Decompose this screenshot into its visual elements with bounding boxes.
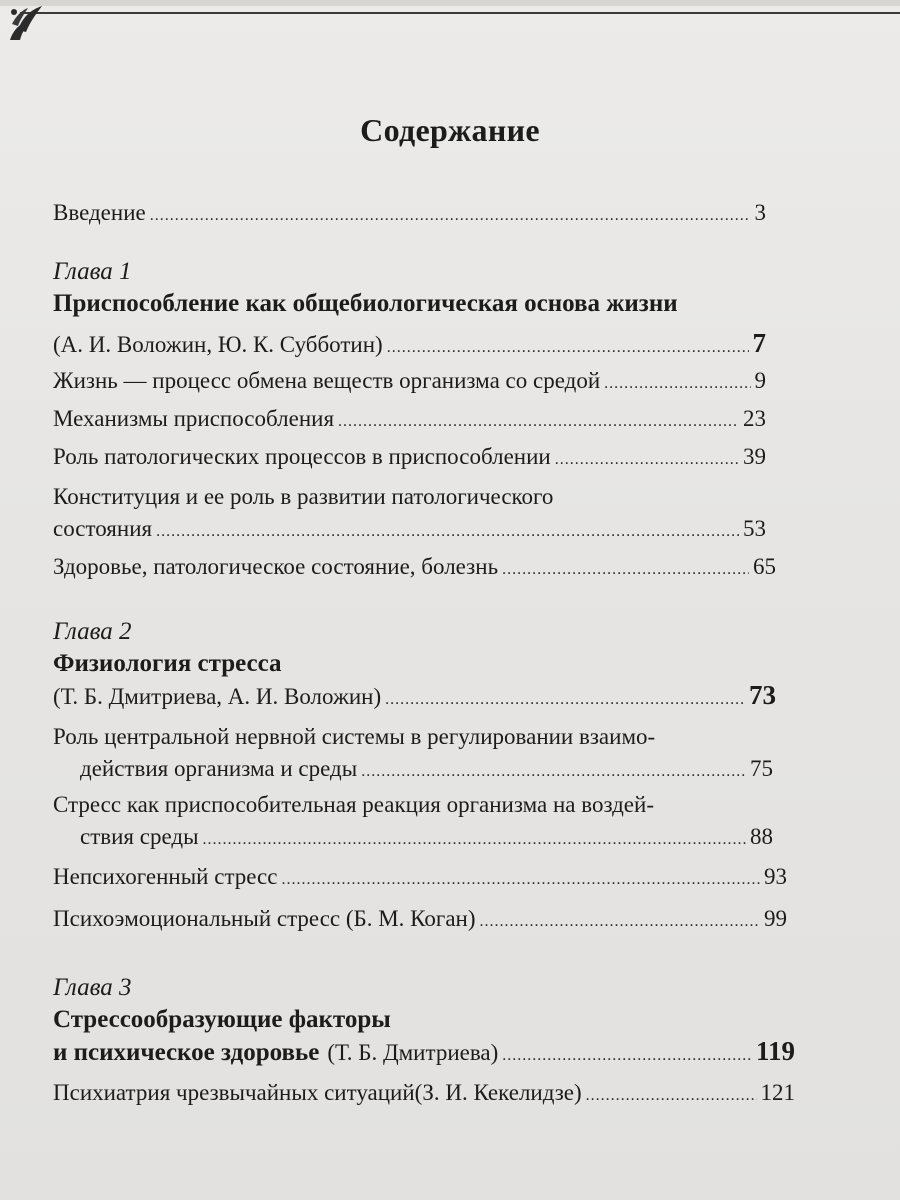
toc-page-number: 121 bbox=[760, 1080, 795, 1105]
leader-dots bbox=[281, 871, 760, 889]
leader-dots bbox=[387, 339, 749, 357]
leader-dots bbox=[385, 691, 745, 709]
chapter-heading: Глава 1 bbox=[53, 258, 132, 285]
toc-entry-label: Стресс как приспособительная реакция организма на воздей- bbox=[53, 792, 654, 817]
toc-entry bbox=[53, 554, 776, 580]
toc-entry-label: действия организма и среды bbox=[80, 756, 358, 781]
chapter-title-line bbox=[53, 1036, 795, 1067]
toc-entry bbox=[53, 406, 766, 432]
page-title: Содержание bbox=[360, 112, 540, 148]
header-rule bbox=[20, 12, 900, 14]
toc-entry bbox=[53, 444, 766, 470]
leader-dots bbox=[502, 561, 749, 579]
chapter-title: Физиология стресса bbox=[53, 650, 282, 677]
toc-entry-label: Психиатрия чрезвычайных ситуаций(З. И. Кекелидзе) bbox=[53, 1080, 582, 1105]
toc-entry-label: Роль патологических процессов в приспособлении bbox=[53, 444, 551, 469]
toc-page-number: 75 bbox=[750, 756, 773, 781]
toc-page-number: 39 bbox=[743, 444, 766, 469]
toc-entry-label: Механизмы приспособления bbox=[53, 406, 335, 431]
leader-dots bbox=[156, 523, 739, 541]
chapter-heading: Глава 3 bbox=[53, 974, 132, 1001]
toc-entry-label: ствия среды bbox=[80, 824, 199, 849]
page-top-edge bbox=[0, 0, 900, 6]
toc-page-number: 3 bbox=[754, 200, 766, 225]
toc-entry-label: Непсихогенный стресс bbox=[53, 864, 278, 889]
toc-entry-label: Конституция и ее роль в развитии патологического bbox=[53, 484, 554, 509]
toc-entry-label: Здоровье, патологическое состояние, болезнь bbox=[53, 554, 499, 579]
toc-entry-label: Введение bbox=[53, 200, 146, 225]
toc-entry bbox=[80, 756, 773, 782]
chapter-authors-line bbox=[53, 680, 776, 711]
toc-page-number: 93 bbox=[764, 864, 787, 889]
chapter-authors-line bbox=[53, 328, 766, 359]
leader-dots bbox=[502, 1047, 752, 1065]
leader-dots bbox=[361, 763, 746, 781]
leader-dots bbox=[480, 913, 761, 931]
chapter-page-number: 7 bbox=[752, 328, 766, 358]
leader-dots bbox=[586, 1087, 757, 1105]
chapter-title-cont: и психическое здоровье bbox=[53, 1039, 320, 1066]
toc-page-number: 9 bbox=[754, 368, 766, 393]
chapter-page-number: 73 bbox=[749, 680, 776, 710]
leader-dots bbox=[203, 831, 746, 849]
chapter-title: Приспособление как общебиологическая основа жизни bbox=[53, 290, 678, 317]
toc-entry bbox=[53, 906, 787, 932]
chapter-page-number: 119 bbox=[755, 1036, 795, 1066]
toc-entry-intro bbox=[53, 200, 766, 226]
toc-entry bbox=[53, 1080, 795, 1106]
toc-entry-label: Психоэмоциональный стресс (Б. М. Коган) bbox=[53, 906, 476, 931]
toc-entry-label: состояния bbox=[53, 516, 153, 541]
leader-dots bbox=[555, 451, 739, 469]
floral-ornament-icon bbox=[4, 0, 48, 44]
toc-page-number: 88 bbox=[750, 824, 773, 849]
toc-page-number: 99 bbox=[764, 906, 787, 931]
toc-entry bbox=[53, 368, 766, 394]
toc-page-number: 53 bbox=[743, 516, 766, 541]
toc-entry bbox=[53, 864, 787, 890]
leader-dots bbox=[150, 207, 751, 225]
toc-entry bbox=[80, 824, 773, 850]
chapter-authors: (Т. Б. Дмитриева) bbox=[327, 1040, 499, 1065]
toc-entry bbox=[53, 516, 766, 542]
chapter-authors: (А. И. Воложин, Ю. К. Субботин) bbox=[53, 332, 383, 357]
leader-dots bbox=[604, 375, 750, 393]
toc-page-number: 65 bbox=[753, 554, 776, 579]
chapter-title: Стрессообразующие факторы bbox=[53, 1006, 391, 1033]
leader-dots bbox=[338, 413, 739, 431]
toc-entry-label: Роль центральной нервной системы в регулировании взаимо- bbox=[53, 724, 656, 749]
chapter-authors: (Т. Б. Дмитриева, А. И. Воложин) bbox=[53, 684, 382, 709]
chapter-heading: Глава 2 bbox=[53, 618, 132, 645]
toc-entry-label: Жизнь — процесс обмена веществ организма со средой bbox=[53, 368, 601, 393]
toc-page-number: 23 bbox=[743, 406, 766, 431]
